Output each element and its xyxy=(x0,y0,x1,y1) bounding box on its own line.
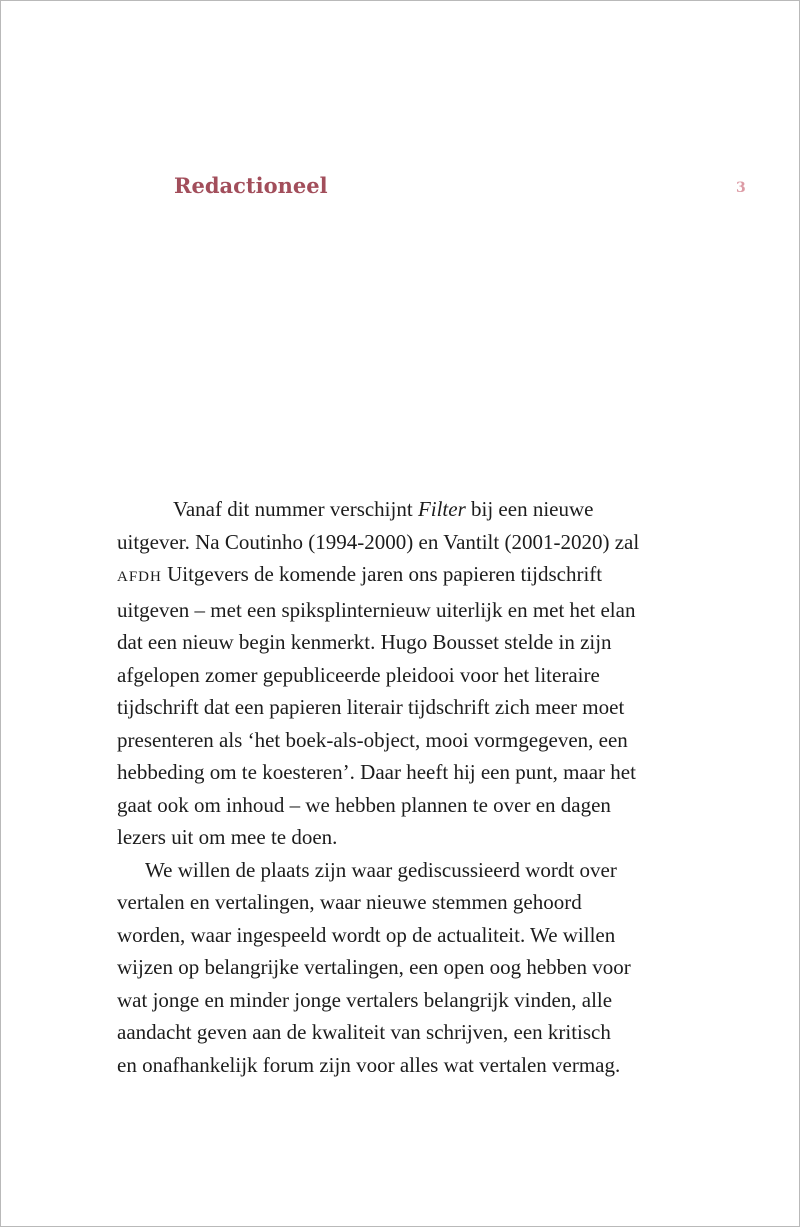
text-line: lezers uit om mee te doen. xyxy=(117,825,338,849)
text-line: dat een nieuw begin kenmerkt. Hugo Bousset stelde in zijn xyxy=(117,630,612,654)
text-line: We willen de plaats zijn waar gediscussieerd wordt over xyxy=(145,857,617,882)
text-line: gaat ook om inhoud – we hebben plannen te over en dagen xyxy=(117,792,611,817)
text-line: aandacht geven aan de kwaliteit van schrijven, een kritisch xyxy=(117,1020,611,1044)
page-title: Redactioneel xyxy=(174,173,328,198)
text-segment: Uitgevers de komende jaren ons papieren tijdschrift xyxy=(161,562,603,586)
text-line xyxy=(117,493,677,526)
text-line: wijzen op belangrijke vertalingen, een open oog hebben voor xyxy=(117,955,631,979)
text-line: afgelopen zomer gepubliceerde pleidooi voor het literaire xyxy=(117,662,600,687)
article-body xyxy=(117,493,677,1081)
text-line: tijdschrift dat een papieren literair tijdschrift zich meer moet xyxy=(117,695,625,719)
text-line xyxy=(117,558,677,594)
paragraph-1 xyxy=(117,493,677,854)
text-line: uitgeven – met een spiksplinternieuw uiterlijk en met het elan xyxy=(117,597,636,622)
journal-title: Filter xyxy=(417,497,466,521)
text-line: worden, waar ingespeeld wordt op de actualiteit. We willen xyxy=(117,922,616,947)
text-line: vertalen en vertalingen, waar nieuwe stemmen gehoord xyxy=(117,890,582,914)
text-line: presenteren als ‘het boek-als-object, mooi vormgegeven, een xyxy=(117,727,628,752)
publisher-abbreviation: AFDH xyxy=(117,569,162,585)
text-segment: bij een nieuwe xyxy=(465,497,594,521)
text-line: wat jonge en minder jonge vertalers belangrijk vinden, alle xyxy=(117,987,613,1012)
text-segment: Vanaf dit nummer verschijnt xyxy=(173,497,418,521)
paragraph-2 xyxy=(117,854,677,1082)
text-line: hebbeding om te koesteren’. Daar heeft hij een punt, maar het xyxy=(117,760,636,784)
text-line: en onafhankelijk forum zijn voor alles wat vertalen vermag. xyxy=(117,1052,621,1077)
text-line: uitgever. Na Coutinho (1994-2000) en Vantilt (2001-2020) zal xyxy=(117,529,640,554)
page-number: 3 xyxy=(736,180,746,196)
